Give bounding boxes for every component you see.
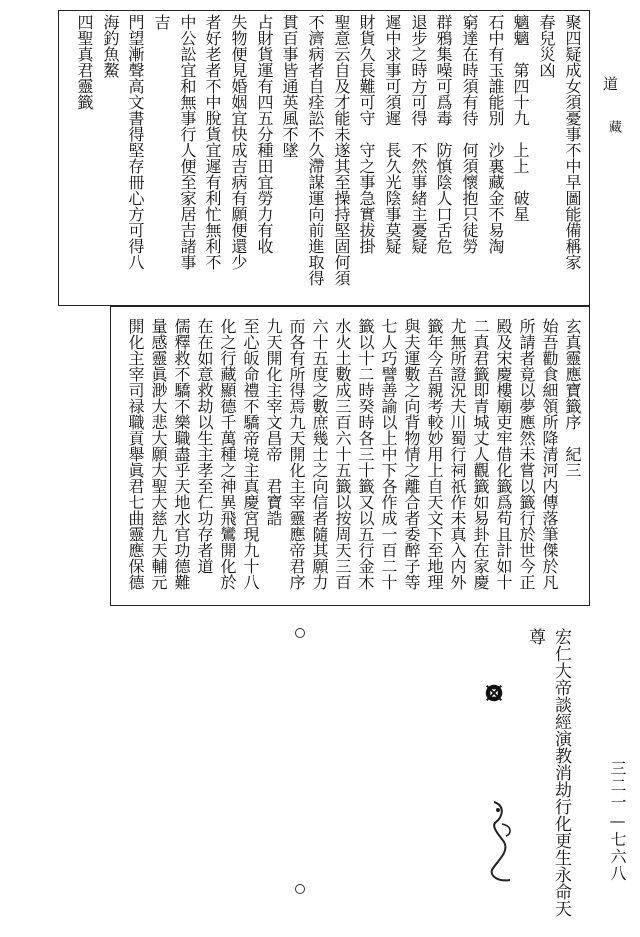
upper-column: 聖意云自及才能未遂其至操持堅固何須: [332, 14, 351, 286]
lower-column: 二真君籤即青城丈人觀籤如易卦在家慶: [471, 318, 490, 590]
upper-column: 中公訟宜和無事行人便至家居吉諸事: [178, 14, 197, 270]
lower-column: 化之行藏顯德千萬種之神異飛鸞開化於: [218, 318, 237, 590]
lower-column: 始吾勸食細領所降清河内傳落筆傑於凡: [540, 318, 559, 590]
lower-column: 量感靈眞渺大悲大願大聖大慈九天輔元: [149, 318, 168, 590]
lower-column: 水火土數成三百六十五籤以按周天三百: [333, 318, 352, 590]
lower-column: 與夫運數之向背物情之離合者委醉子等: [402, 318, 421, 590]
book-title-zang: 藏: [606, 120, 621, 133]
lower-column: 六十五度之數庶幾士之向信者隨其願力: [310, 318, 329, 590]
upper-column: 聚四疑成女須憂事不中早圖能備稱家: [563, 14, 582, 270]
lower-column: 九天開化主宰文昌帝 君寶誥: [264, 318, 283, 526]
lower-column: 開化主宰司禄職貢舉眞君七曲靈應保德: [126, 318, 145, 590]
upper-column: 失物便見婚姻宜快成吉病有願便還少: [229, 14, 248, 270]
upper-column: 魑魑 第四十九 上上 破星: [511, 14, 530, 222]
lower-column: 籤年今吾親考較妙用上自天文下至地理: [425, 318, 444, 590]
upper-column: 不濟病者自痊訟不久滯謀運向前進取得: [306, 14, 325, 286]
lower-column: 而各有所得焉九天開化主宰靈應帝君序: [287, 318, 306, 590]
lower-column: 至心皈命禮不驕帝境主真慶宮現九十八: [241, 318, 260, 590]
lower-column: 籤以十二時癸時各三十籤又以五行金木: [356, 318, 375, 590]
upper-column: 春兒災凶: [537, 14, 556, 78]
upper-column: 財貨久長難可守 守之事急實拔掛: [357, 14, 376, 254]
talisman-mark-icon: [482, 796, 522, 886]
invocation-column: 尊: [525, 628, 545, 645]
lower-column: 在在如意救劫以生主孝至仁功存者道: [195, 318, 214, 574]
lower-column: 玄真靈應寶籤序 紀三: [563, 318, 582, 478]
lower-column: 殿及宋慶樓廟吏牢借化籤爲苟且計如十: [494, 318, 513, 590]
upper-column: 貫百事皆通英風不墜: [280, 14, 299, 158]
upper-column: 遲中求事可須遲 長久光陰事莫疑: [383, 14, 402, 254]
registration-mark-icon: [295, 628, 305, 638]
invocation-column: 宏仁大帝談經演教消劫行化更生永命天: [551, 628, 571, 917]
upper-column: 窮達在時須有待 何須懷抱只徒勞: [460, 14, 479, 254]
lower-column: 七人巧譬善諭以上中下各作成一百二十: [379, 318, 398, 590]
seal-icon: [483, 682, 505, 704]
upper-column: 四聖真君靈籤: [75, 14, 94, 110]
upper-column: 吉: [152, 14, 171, 30]
lower-column: 尤無所證況夫川蜀行祠祇作未真入内外: [448, 318, 467, 590]
upper-column: 退步之時方可得 不然事緒主憂疑: [409, 14, 428, 254]
upper-column: 門望漸聲高文書得堅存冊心方可得八: [126, 14, 145, 270]
upper-column: 者好老者不中脫貨宜遲有利忙無利不: [203, 14, 222, 270]
upper-column: 占財貨運有四五分種田宜勞力有收: [255, 14, 274, 254]
book-title-dao: 道: [601, 76, 619, 91]
page-number: 三二一—七六八: [608, 760, 627, 882]
lower-column: 儒釋救不驕不樂職盡乎天地水官功德難: [172, 318, 191, 590]
registration-mark-icon: [295, 884, 305, 894]
lower-column: 所請者竟以夢應然未嘗以籤行於世今正: [517, 318, 536, 590]
upper-column: 群鴉集噪可爲毒 防慎陰人口舌危: [434, 14, 453, 254]
upper-column: 石中有玉誰能別 沙裏藏金不易淘: [486, 14, 505, 254]
upper-column: 海釣魚鰲: [101, 14, 120, 78]
